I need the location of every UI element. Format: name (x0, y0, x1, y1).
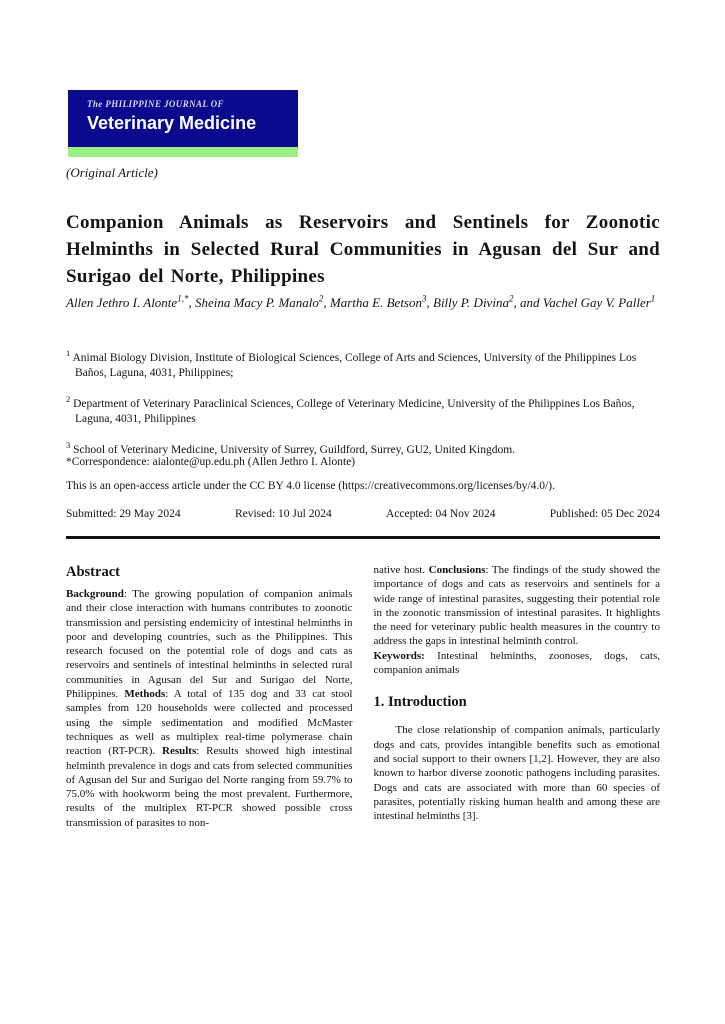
journal-logo-box (68, 90, 298, 147)
journal-name-small: The PHILIPPINE JOURNAL OF (87, 99, 224, 109)
author-affil-marker: 1 (650, 294, 656, 304)
journal-logo (68, 90, 298, 157)
date-accepted: Accepted: 04 Nov 2024 (385, 508, 496, 520)
author-list (66, 290, 660, 312)
abstract-paragraph-right: native host. Conclusions: The findings of the study showed the importance of dogs and cats as reservoirs and sentinels for a wide range of intestinal parasites, suggesting their potential role in the zoonotic transmission of intestinal parasites. It highlights the need for veterinary public health measures in the country to address the gaps in intestinal helminth control. (373, 564, 661, 648)
article-dates-row (66, 508, 660, 520)
author: Martha E. Betson$^3$, (329, 294, 433, 311)
abstract-heading: Abstract (66, 564, 120, 580)
right-column (374, 563, 661, 830)
affiliation-1: $^1$ Animal Biology Division, Institute of Biological Sciences, College of Arts and Sciences, University of the Philippines Los Baños, Laguna, 4031, Philippines; (66, 348, 637, 380)
correspondence-line: *Correspondence: aialonte@up.edu.ph (Allen Jethro I. Alonte) (66, 456, 356, 468)
author-affil-marker: 1,* (177, 294, 189, 304)
author-affil-marker: 2 (508, 294, 514, 304)
author: Billy P. Divina$^2$, and (433, 294, 543, 311)
article-title: Companion Animals as Reservoirs and Sentinels for Zoonotic Helminths in Selected Rural Communities in Agusan del Sur and Surigao del Norte, Philippines (66, 211, 660, 287)
author: Sheina Macy P. Manalo$^2$, (194, 294, 330, 311)
abstract-paragraph-left: Background: The growing population of companion animals and their close interaction with humans contributes to zoonotic transmission and persisting endemicity of intestinal helminths in poor and developing countries, such as the Philippines. This research focused on the potential role of dogs and cats as reservoirs and sentinels of intestinal helminths in selected rural communities in Agusan del Sur and Surigao del Norte, Philippines. Methods: A total of 135 dog and 33 cat stool samples from 120 households were collected and processed using the simple sedimentation and modified McMaster techniques as well as multiplex real-time polymerase chain reaction (RT-PCR). Results: Results showed high intestinal helminth prevalence in dogs and cats from selected communities of Agusan del Sur and Surigao del Norte ranging from 59.7% to 75.0% with hookworm being the most prevalent. Furthermore, results of the multiplex RT-PCR showed possible cross transmission of parasites to non- (66, 588, 353, 829)
article-body-columns (66, 563, 660, 830)
date-submitted: Submitted: 29 May 2024 (66, 508, 181, 520)
affiliation-list (66, 346, 660, 468)
affiliation-2: $^2$ Department of Veterinary Paraclinical Sciences, College of Veterinary Medicine, University of the Philippines Los Baños, Laguna, 4031, Philippines (66, 393, 635, 426)
affiliation-3: $^3$ School of Veterinary Medicine, University of Surrey, Guildford, Surrey, GU2, United Kingdom. (66, 439, 516, 456)
author-affil-marker: 2 (318, 294, 324, 304)
journal-logo-green-strip (68, 147, 298, 157)
date-revised: Revised: 10 Jul 2024 (234, 508, 332, 520)
author: Allen Jethro I. Alonte$^{1,*}$, (66, 294, 195, 311)
keywords-line: Keywords: Intestinal helminths, zoonoses, dogs, cats, companion animals (373, 649, 660, 677)
license-line: This is an open-access article under the CC BY 4.0 license (https://creativecommons.org/licenses/by/4.0/). (66, 480, 555, 492)
article-type-label: (Original Article) (66, 165, 158, 180)
introduction-heading: 1. Introduction (373, 694, 467, 711)
introduction-paragraph: The close relationship of companion animals, particularly dogs and cats, provides intangible benefits such as emotional and social support to their owners [1,2]. However, they are also known to harbor diverse zoonotic pathogens including parasites. Dogs and cats are associated with more than 60 species of parasites, potentially risking human health and among these are intestinal helminths [3]. (373, 724, 660, 823)
keywords-label: Keywords: (373, 649, 425, 662)
left-column (66, 563, 353, 830)
date-published: Published: 05 Dec 2024 (549, 508, 660, 520)
header-divider-rule (66, 536, 660, 539)
journal-name-main: Veterinary Medicine (87, 113, 257, 133)
author: Vachel Gay V. Paller$^1$ (542, 294, 656, 311)
author-affil-marker: 3 (422, 294, 427, 304)
